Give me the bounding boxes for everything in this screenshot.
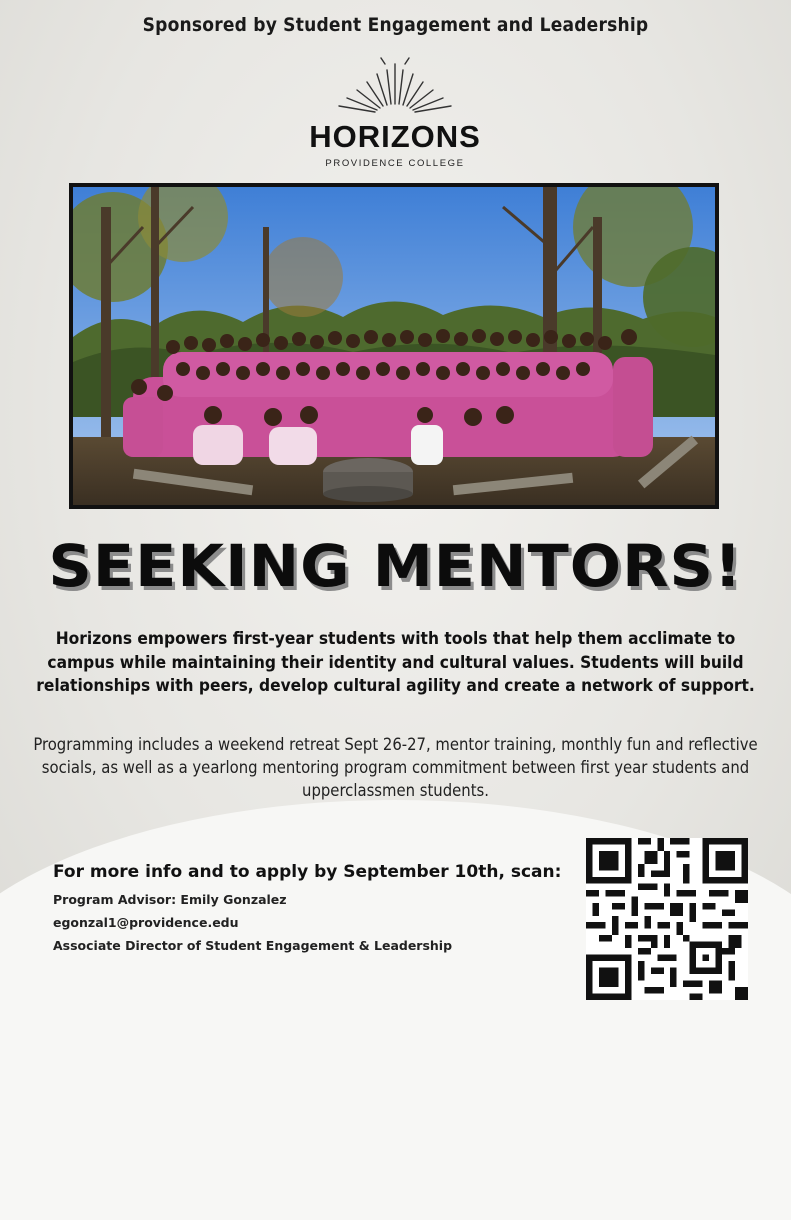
qr-code-icon[interactable] bbox=[586, 838, 748, 1000]
group-photo-illustration bbox=[73, 187, 715, 505]
advisor-email[interactable]: egonzal1@providence.edu bbox=[53, 915, 239, 930]
sunrise-rays-icon bbox=[325, 56, 465, 118]
advisor-role: Associate Director of Student Engagement & Leadership bbox=[53, 938, 453, 953]
headline: SEEKING MENTORS! bbox=[48, 532, 743, 600]
logo-title: HORIZONS bbox=[309, 119, 481, 154]
group-photo bbox=[69, 183, 719, 509]
description-text: Horizons empowers first-year students with tools that help them acclimate to campus while maintaining their identity and cultural values. Students will build relationships with peers, develop cultural agility and create a network of support. bbox=[36, 629, 755, 696]
logo-subtitle: PROVIDENCE COLLEGE bbox=[325, 158, 465, 169]
programming-text: Programming includes a weekend retreat Sept 26-27, mentor training, monthly fun and reflective socials, as well as a yearlong mentoring program commitment between first year students and upperclassmen students. bbox=[33, 735, 758, 800]
contact-info bbox=[53, 862, 573, 957]
advisor-name: Program Advisor: Emily Gonzalez bbox=[53, 892, 287, 907]
contact-heading: For more info and to apply by September 10th, scan: bbox=[53, 862, 562, 882]
sponsor-line: Sponsored by Student Engagement and Leadership bbox=[142, 14, 649, 36]
horizons-logo bbox=[295, 56, 495, 176]
